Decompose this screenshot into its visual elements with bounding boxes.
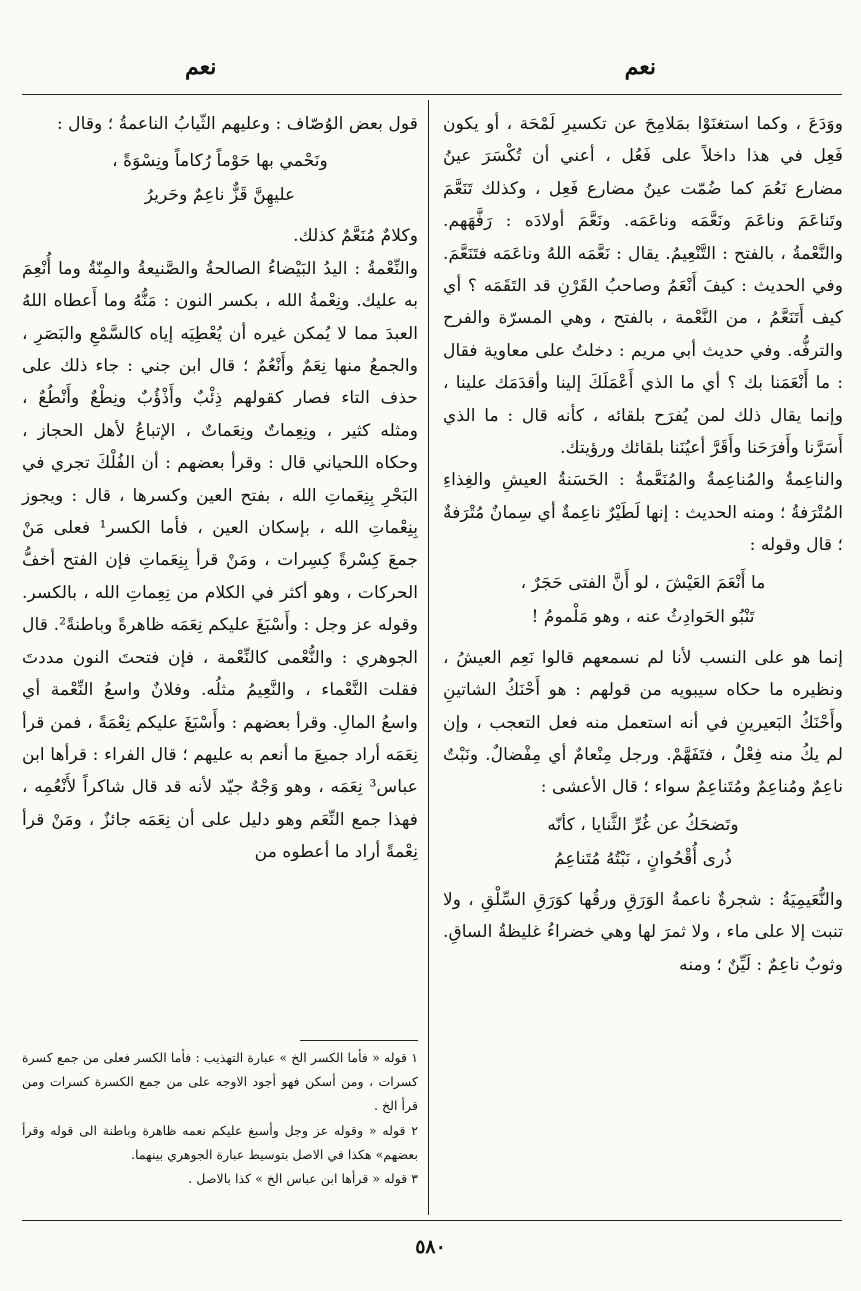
verse-line: وتَضحَكُ عن غُرِّ الثَّنايا ، كأنّه	[547, 814, 739, 835]
running-head-right: نعم	[624, 54, 656, 80]
left-column	[22, 108, 418, 869]
page-number: ٥٨٠	[415, 1236, 446, 1258]
paragraph: قول بعض الوُصّاف : وعليهم الثّيابُ الناعمةُ ؛ وقال :	[56, 114, 418, 134]
top-rule	[22, 94, 842, 95]
bottom-rule	[22, 1220, 842, 1221]
verse	[443, 808, 843, 876]
footnotes	[22, 1046, 418, 1191]
running-head-left: نعم	[185, 54, 217, 80]
verse-line: ونَحْمي بها حَوْماً رُكاماً ونِسْوَةً ،	[112, 151, 328, 172]
paragraph: وكلامٌ مُنَعَّمٌ كذلك.	[293, 226, 418, 247]
paragraph: والنِّعْمةُ : اليدُ البَيْضاءُ الصالحةُ والصَّنيعةُ والمِنّةُ وما أُنْعِمَ به عليك. ونِعْمةُ الله ، بكسر النون : مَنُّهُ وما أَعطاه اللهُ العبدَ مما لا يُمكن غيره أن يُعْطِيَه إياه كالسَّمْعِ والبَصَرِ ، والجمعُ منها نِعَمٌ وأَنْعُمٌ ؛ قال ابن جني : جاء ذلك على حذف التاء فصار كقولهم ذِئْبٌ وأَذْؤُبٌ ونِطْعٌ وأَنْطُعٌ ، ومثله كثير ، ونِعِماتٌ ونِعَماتٌ ، الإتباعُ لأهل الحجاز ، وحكاه اللحياني قال : وقرأ بعضهم : أن الفُلْكَ تجري في البَحْرِ بِنِعَماتِ الله ، بفتح العين وكسرها ، قال : ويجوز بِنِعْماتِ الله ، بإسكان العين ، فأما الكسر¹ فعلى مَنْ جمعَ كِسْرةً كِسِرات ، ومَنْ قرأ بِنِعَماتِ فإن الفتح أخفُّ الحركات ، وهو أكثر في الكلام من نِعِماتِ الله ، بالكسر. وقوله عز وجل : وأَسْبَغَ عليكم نِعَمَه ظاهرةً وباطنةً². قال الجوهري : والنُّعْمى كالنِّعْمة ، فإن فتحتَ النون مددتَ فقلت النَّعْماء ، والنَّعِيمُ مثلُه. وفلانٌ واسعُ النِّعْمة أي واسعُ المالِ. وقرأ بعضهم : وأَسْبَغَ عليكم نِعْمَةً ، فمن قرأ نِعَمَه أراد جميعَ ما أنعم به عليهم ؛ قال الفراء : قرأها ابن عباس³ نِعَمَه ، وهو وَجْهٌ جيّد لأنه قد قال شاكراً لأَنْعُمِه ، فهذا جمع النِّعَم وهو دليل على أن نِعَمَه جائزٌ ، ومَنْ قرأ نِعْمةً أراد ما أعطوه من	[22, 258, 419, 863]
right-column	[443, 108, 843, 981]
verse-line: ذُرى أُقْحُوانٍ ، نَبْتُهُ مُتَناعِمُ	[553, 848, 733, 869]
verse-line: عليهِنَّ قَزٌّ ناعِمٌ وحَريرُ	[144, 185, 296, 206]
footnote-rule	[300, 1040, 418, 1041]
paragraph: والناعِمةُ والمُناعِمةُ والمُنَعَّمةُ : الحَسَنةُ العيشِ والغِذاءِ المُتْرَفةُ ؛ ومنه الحديث : إنها لَطَيْرٌ ناعِمةٌ أي سِمانٌ مُتْرَفةٌ ؛ قال وقوله :	[443, 470, 843, 556]
paragraph: والنُّعَيمِيَةُ : شجرةٌ ناعمةُ الوَرَقِ ورقُها كوَرَقِ السِّلْقِ ، ولا تنبت إلا على ماء ، ولا ثمرَ لها وهي خضراءُ غليظةُ الساقِ. وثوبٌ ناعِمٌ : لَيِّنٌ ؛ ومنه	[443, 889, 843, 975]
footnote: ٣ قوله « قرأها ابن عباس الخ » كذا بالاصل .	[188, 1171, 418, 1187]
verse	[22, 144, 418, 212]
verse-line: ما أَنْعَمَ العَيْشَ ، لو أَنَّ الفتى حَجَرٌ ،	[520, 572, 766, 593]
footnote: ١ قوله « فأما الكسر الخ » عبارة التهذيب : فأما الكسر فعلى من جمع كسرة كسرات ، ومن أسكن فهو أجود الاوجه على من جمع الكسرة كسرات ومن قرأ الخ .	[22, 1050, 418, 1114]
paragraph: ووَدَعَ ، وكما استغنَوْا بمَلامِحَ عن تكسيرِ لَمْحَة ، أو يكون فَعِل في هذا داخلاً على فَعُل ، أعني أن تُكْسَرَ عينُ مضارع نَعُمَ كما ضُمّت عينُ مضارع فَعِل ، وكذلك تَنَعَّمَ وتَناعَمَ وناعَمَ ونَعَّمَه وناعَمَه. ونَعَّمَ أولادَه : رَفَّهَهم. والنَّعْمةُ ، بالفتح : التَّنْعِيمُ. يقال : نَعَّمَه اللهُ وناعَمَه فتَنَعَّمَ. وفي الحديث : كيفَ أَنْعَمُ وصاحبُ القَرْنِ قد التَقَمَه ؟ أي كيف أَتَنَعَّمُ ، من النَّعْمة ، بالفتح ، وهي المسرّة والفرح والترفُّه. وفي حديث أبي مريم : دخلتُ على معاوية فقال : ما أَنْعَمَنا بك ؟ أي ما الذي أَعْمَلَكَ إلينا وأقدَمَك علينا ، وإنما يقال ذلك لمن يُفرَح بلقائه ، كأنه قال : ما الذي أَسَرَّنا وأَفرَحَنا وأَقَرَّ أعيُنَنا بلقائك ورؤيتك.	[443, 114, 843, 459]
footnote: ٢ قوله « وقوله عز وجل وأسبغ عليكم نعمه ظاهرة وباطنة الى قوله وقرأ بعضهم» هكذا في الاصل بتوسيط عبارة الجوهري بينهما.	[22, 1122, 418, 1162]
verse	[443, 566, 843, 634]
column-divider	[428, 100, 429, 1215]
paragraph: إنما هو على النسب لأنا لم نسمعهم قالوا نَعِم العيشُ ، ونظيره ما حكاه سيبويه من قولهم : هو أَحْنَكُ الشاتينِ وأَحْنَكُ البَعيرينِ في أنه استعمل منه فعل التعجب ، وإن لم يكُ منه فِعْلٌ ، فتَفَهَّمْ. ورجل مِنْعامٌ أي مِفْضالٌ. ونَبْتٌ ناعِمٌ ومُناعِمٌ ومُتَناعِمٌ سواء ؛ قال الأعشى :	[443, 647, 843, 798]
verse-line: تَنْبُو الحَوادِثُ عنه ، وهو مَلْمومُ !	[531, 606, 755, 627]
